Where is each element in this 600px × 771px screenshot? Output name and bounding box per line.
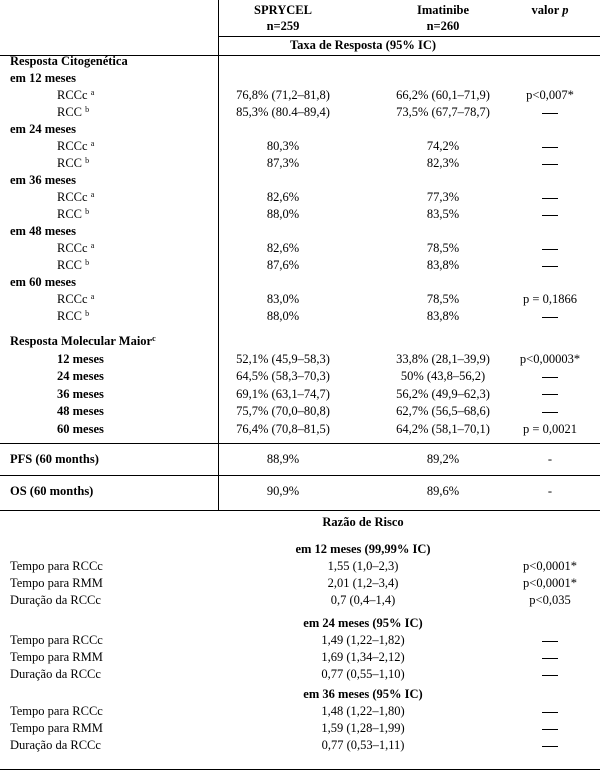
dash-mark xyxy=(542,658,558,659)
row-label xyxy=(57,206,89,223)
pfs-p-value: - xyxy=(547,452,553,466)
p-value xyxy=(508,592,592,609)
p-value xyxy=(508,403,592,420)
footnote-mark: a xyxy=(90,88,95,97)
dash-mark xyxy=(542,394,558,395)
section-rule xyxy=(0,475,600,476)
row-label: 36 meses xyxy=(57,386,104,401)
value-drug1: 82,6% xyxy=(266,190,300,204)
col-header-p-value xyxy=(508,2,592,19)
row-label-text: RCCc xyxy=(57,190,88,204)
os-value-drug2: 89,6% xyxy=(426,484,460,498)
p-value xyxy=(508,649,592,666)
section-title-row xyxy=(0,333,600,350)
hazard-row xyxy=(0,592,600,609)
section-rule xyxy=(0,443,600,444)
p-value-text: p = 0,0021 xyxy=(523,421,577,436)
row-label: Tempo para RMM xyxy=(10,576,103,590)
row-label xyxy=(57,104,89,121)
row-label xyxy=(57,155,89,172)
hazard-ratio: 1,69 (1,34–2,12) xyxy=(321,650,405,664)
p-value xyxy=(508,351,592,368)
group-label-row xyxy=(0,274,600,291)
group-label: em 60 meses xyxy=(10,275,76,289)
footnote-mark: a xyxy=(90,241,95,250)
dash-mark xyxy=(542,266,558,267)
dash-mark xyxy=(542,317,558,318)
p-value xyxy=(508,87,592,104)
hazard-row xyxy=(0,703,600,720)
p-value xyxy=(508,558,592,575)
p-value xyxy=(508,720,592,737)
row-label xyxy=(57,189,94,206)
data-row xyxy=(0,403,600,420)
data-row xyxy=(0,386,600,403)
subheader: Taxa de Resposta (95% IC) xyxy=(289,38,437,52)
row-label xyxy=(57,291,94,308)
p-value-text: p<0,007* xyxy=(526,88,574,102)
group-label: em 48 meses xyxy=(10,224,76,238)
p-value xyxy=(508,104,592,121)
row-label: Tempo para RCCc xyxy=(10,559,103,573)
data-row xyxy=(0,291,600,308)
pfs-label: PFS (60 months) xyxy=(10,452,99,466)
group-label: em 36 meses xyxy=(10,173,76,187)
data-row xyxy=(0,308,600,325)
group-label-row xyxy=(0,121,600,138)
row-label-text: RCC xyxy=(57,207,83,221)
data-row xyxy=(0,87,600,104)
p-value xyxy=(508,737,592,754)
value-drug2: 73,5% (67,7–78,7) xyxy=(396,105,490,119)
p-value xyxy=(508,386,592,403)
section-title-molecular xyxy=(10,333,156,350)
p-value xyxy=(508,240,592,257)
hazard-ratio: 1,49 (1,22–1,82) xyxy=(321,633,405,647)
p-value xyxy=(508,632,592,649)
os-label: OS (60 months) xyxy=(10,484,94,498)
p-value xyxy=(508,308,592,325)
os-row xyxy=(0,483,600,500)
hazard-ratio: 0,77 (0,55–1,10) xyxy=(321,667,405,681)
value-drug2: 83,8% xyxy=(426,309,460,323)
p-value xyxy=(508,368,592,385)
section-title-row xyxy=(0,53,600,70)
value-drug2: 64,2% (58,1–70,1) xyxy=(396,421,490,436)
p-value xyxy=(508,206,592,223)
data-row xyxy=(0,368,600,385)
dash-mark xyxy=(542,641,558,642)
row-label: 60 meses xyxy=(57,421,104,436)
section-rule xyxy=(0,510,600,511)
row-label xyxy=(57,138,94,155)
row-label: 12 meses xyxy=(57,352,104,366)
column-divider xyxy=(218,443,219,510)
data-row xyxy=(0,206,600,223)
footnote-mark: b xyxy=(85,258,90,267)
group-label-row xyxy=(0,70,600,87)
value-drug2: 56,2% (49,9–62,3) xyxy=(396,386,490,401)
row-label: 24 meses xyxy=(57,369,104,384)
hazard-title-row xyxy=(0,514,600,531)
col-header-drug2: Imatinibe xyxy=(416,3,470,17)
p-value xyxy=(508,666,592,683)
value-drug2: 62,7% (56,5–68,6) xyxy=(396,404,490,419)
row-label: Tempo para RMM xyxy=(10,650,103,664)
footnote-mark: a xyxy=(90,190,95,199)
dash-mark xyxy=(542,249,558,250)
col-header-drug1: SPRYCEL xyxy=(254,3,312,17)
hazard-ratio: 1,59 (1,28–1,99) xyxy=(321,721,405,735)
p-value-text: p<0,0001* xyxy=(523,576,577,590)
hazard-row xyxy=(0,558,600,575)
dash-mark xyxy=(542,164,558,165)
footnote-mark: b xyxy=(85,207,90,216)
hazard-row xyxy=(0,737,600,754)
row-label-text: RCC xyxy=(57,105,83,119)
value-drug1: 64,5% (58,3–70,3) xyxy=(236,369,330,384)
hazard-ratio: 1,48 (1,22–1,80) xyxy=(321,704,405,718)
data-row xyxy=(0,104,600,121)
p-value-text: p<0,0001* xyxy=(523,559,577,573)
value-drug1: 76,8% (71,2–81,8) xyxy=(236,88,330,102)
hazard-ratio: 2,01 (1,2–3,4) xyxy=(327,576,399,590)
pfs-value-drug2: 89,2% xyxy=(426,452,460,466)
value-drug1: 52,1% (45,9–58,3) xyxy=(236,352,330,366)
group-label-row xyxy=(0,172,600,189)
dash-mark xyxy=(542,377,558,378)
value-drug2: 78,5% xyxy=(426,292,460,306)
value-drug1: 75,7% (70,0–80,8) xyxy=(236,404,330,419)
value-drug1: 80,3% xyxy=(266,139,300,153)
hazard-section-title-row xyxy=(0,615,600,632)
value-drug1: 88,0% xyxy=(266,207,300,221)
data-row xyxy=(0,189,600,206)
hazard-row xyxy=(0,666,600,683)
hazard-row xyxy=(0,649,600,666)
row-label xyxy=(57,308,89,325)
footnote-mark: b xyxy=(85,309,90,318)
section-title-cytogenetic: Resposta Citogenética xyxy=(10,54,128,68)
section-title-molecular-text: Resposta Molecular Maior xyxy=(10,334,153,348)
row-label: Tempo para RCCc xyxy=(10,633,103,647)
row-label-text: RCC xyxy=(57,258,83,272)
dash-mark xyxy=(542,729,558,730)
value-drug2: 83,5% xyxy=(426,207,460,221)
col-header-drug1-n: n=259 xyxy=(266,19,300,33)
hazard-ratio: 1,55 (1,0–2,3) xyxy=(327,559,399,573)
value-drug1: 87,3% xyxy=(266,156,300,170)
p-value xyxy=(508,138,592,155)
p-value-text: p = 0,1866 xyxy=(523,292,577,306)
row-label-text: RCC xyxy=(57,156,83,170)
p-value xyxy=(508,703,592,720)
group-label-row xyxy=(0,223,600,240)
p-value xyxy=(508,421,592,438)
dash-mark xyxy=(542,147,558,148)
data-row xyxy=(0,138,600,155)
value-drug2: 50% (43,8–56,2) xyxy=(400,369,486,384)
value-drug1: 82,6% xyxy=(266,241,300,255)
pfs-row xyxy=(0,451,600,468)
p-value-text: p<0,00003* xyxy=(519,352,581,366)
column-divider xyxy=(218,0,219,443)
value-drug2: 78,5% xyxy=(426,241,460,255)
os-p-value: - xyxy=(547,484,553,498)
row-label: Tempo para RCCc xyxy=(10,704,103,718)
section-title-hazard: Razão de Risco xyxy=(322,515,404,529)
row-label-text: RCCc xyxy=(57,88,88,102)
header-row-2 xyxy=(0,18,600,35)
col-header-drug2-n: n=260 xyxy=(426,19,460,33)
value-drug1: 88,0% xyxy=(266,309,300,323)
row-label-text: RCC xyxy=(57,309,83,323)
value-drug2: 66,2% (60,1–71,9) xyxy=(396,88,490,102)
row-label: 48 meses xyxy=(57,404,104,419)
value-drug2: 74,2% xyxy=(426,139,460,153)
subheader-row xyxy=(0,37,600,54)
value-drug1: 83,0% xyxy=(266,292,300,306)
col-header-p-label: valor xyxy=(531,3,560,17)
hazard-section-title: em 24 meses (95% IC) xyxy=(303,616,423,630)
pfs-value-drug1: 88,9% xyxy=(266,452,300,466)
p-value xyxy=(508,155,592,172)
hazard-row xyxy=(0,632,600,649)
dash-mark xyxy=(542,113,558,114)
row-label xyxy=(57,257,89,274)
hazard-row xyxy=(0,720,600,737)
footnote-mark: b xyxy=(85,105,90,114)
data-row xyxy=(0,351,600,368)
p-value xyxy=(508,257,592,274)
dash-mark xyxy=(542,412,558,413)
col-header-p-italic: p xyxy=(562,3,569,17)
value-drug2: 83,8% xyxy=(426,258,460,272)
hazard-section-title: em 12 meses (99,99% IC) xyxy=(295,542,431,556)
value-drug1: 76,4% (70,8–81,5) xyxy=(236,421,330,436)
row-label xyxy=(57,240,94,257)
row-label: Duração da RCCc xyxy=(10,667,101,681)
dash-mark xyxy=(542,198,558,199)
p-value xyxy=(508,291,592,308)
row-label: Duração da RCCc xyxy=(10,593,101,607)
footnote-mark: a xyxy=(90,292,95,301)
hazard-section-title-row xyxy=(0,541,600,558)
row-label-text: RCCc xyxy=(57,292,88,306)
hazard-section-title: em 36 meses (95% IC) xyxy=(303,687,423,701)
row-label: Tempo para RMM xyxy=(10,721,103,735)
value-drug1: 87,6% xyxy=(266,258,300,272)
group-label: em 24 meses xyxy=(10,122,76,136)
row-label: Duração da RCCc xyxy=(10,738,101,752)
data-row xyxy=(0,155,600,172)
p-value-text: p<0,035 xyxy=(529,593,571,607)
value-drug2: 77,3% xyxy=(426,190,460,204)
row-label xyxy=(57,87,94,104)
header-row-1 xyxy=(0,2,600,19)
hazard-ratio: 0,7 (0,4–1,4) xyxy=(330,593,396,607)
hazard-section-title-row xyxy=(0,686,600,703)
value-drug2: 82,3% xyxy=(426,156,460,170)
value-drug1: 69,1% (63,1–74,7) xyxy=(236,386,330,401)
data-row xyxy=(0,421,600,438)
dash-mark xyxy=(542,712,558,713)
dash-mark xyxy=(542,675,558,676)
p-value xyxy=(508,189,592,206)
row-label-text: RCCc xyxy=(57,241,88,255)
hazard-ratio: 0,77 (0,53–1,11) xyxy=(321,738,405,752)
data-row xyxy=(0,257,600,274)
value-drug1: 85,3% (80.4–89,4) xyxy=(236,105,330,119)
footnote-mark: b xyxy=(85,156,90,165)
dash-mark xyxy=(542,215,558,216)
p-value xyxy=(508,575,592,592)
hazard-row xyxy=(0,575,600,592)
value-drug2: 33,8% (28,1–39,9) xyxy=(396,352,490,366)
footnote-mark: a xyxy=(90,139,95,148)
footnote-mark: c xyxy=(152,334,156,343)
os-value-drug1: 90,9% xyxy=(266,484,300,498)
data-row xyxy=(0,240,600,257)
row-label-text: RCCc xyxy=(57,139,88,153)
bottom-rule xyxy=(0,769,600,770)
group-label: em 12 meses xyxy=(10,71,76,85)
dash-mark xyxy=(542,746,558,747)
